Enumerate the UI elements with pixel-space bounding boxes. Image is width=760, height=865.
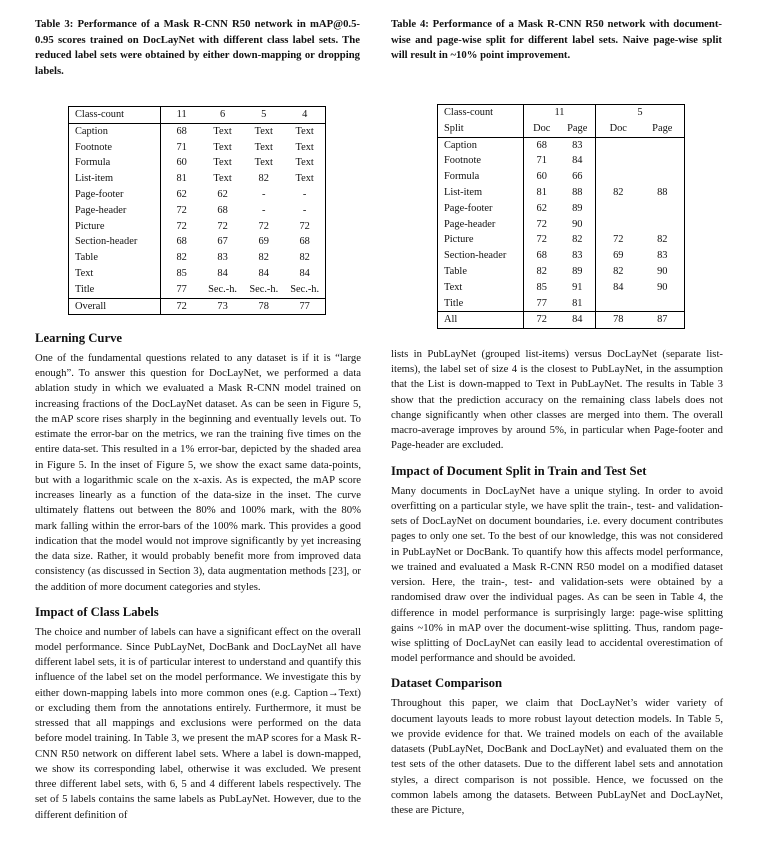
column-header: 5 xyxy=(243,107,284,124)
table-cell: 81 xyxy=(560,296,596,312)
table-cell: 82 xyxy=(299,252,310,264)
table-cell: 90 xyxy=(657,281,668,293)
table-cell: 72 xyxy=(176,204,187,216)
table-cell: 77 xyxy=(176,283,187,295)
table-cell: Picture xyxy=(69,219,161,235)
table-cell: 82 xyxy=(258,173,269,185)
table-row xyxy=(438,185,685,201)
table-cell: 62 xyxy=(176,188,187,200)
table-row xyxy=(69,203,326,219)
table-cell xyxy=(641,296,685,312)
table-cell: 82 xyxy=(613,186,624,198)
table-cell: Page-footer xyxy=(438,201,524,217)
table-cell: Formula xyxy=(69,155,161,171)
table-cell: 67 xyxy=(217,236,228,248)
table-4-footer xyxy=(438,312,685,329)
table-cell: 72 xyxy=(613,234,624,246)
table-cell xyxy=(596,296,641,312)
column-header: Class-count xyxy=(438,105,524,121)
table-cell: Overall xyxy=(69,298,161,315)
table-cell: Text xyxy=(438,280,524,296)
table-cell: 69 xyxy=(613,250,624,262)
table-row xyxy=(69,140,326,156)
table-cell: 77 xyxy=(536,297,547,309)
table-row xyxy=(69,282,326,298)
table-row xyxy=(438,232,685,248)
table4-caption: Table 4: Performance of a Mask R-CNN R50 network with document-wise and page-wise split for different label sets. Naive page-wise split will result in ~10% point improvement. xyxy=(391,18,722,62)
paragraph: The choice and number of labels can have a significant effect on the overall model performance. Since PubLayNet, DocBank and DocLayNet all have different label sets, it is of particular interest to understand and quantify this influence of the label set on the model performance. We investigate this by either down-mapping labels into more common ones (e.g. Caption→Text) or excluding them from the annotations entirely. Furthermore, it must be stressed that all mappings and exclusions were performed on the data before model training. In Table 3, we present the mAP scores for a Mask R-CNN R50 network on different label sets. Where a label is down-mapped, we show its corresponding label, otherwise it was excluded. We present three different label sets, with 6, 5 and 4 different labels respectively. The set of 5 labels contains the same labels as PubLayNet. However, due to the different definition of xyxy=(35,625,361,821)
table-cell xyxy=(596,169,641,185)
column-header: Split xyxy=(438,121,524,137)
table-row xyxy=(69,187,326,203)
table-cell: 66 xyxy=(560,169,596,185)
table-cell: 68 xyxy=(176,125,187,137)
table-cell: 72 xyxy=(536,234,547,246)
table-cell: Footnote xyxy=(69,140,161,156)
column-header: Page xyxy=(560,121,596,137)
table-cell: 62 xyxy=(536,202,547,214)
column-header: Doc xyxy=(524,121,560,137)
table-cell: 81 xyxy=(176,173,187,185)
table-row xyxy=(69,155,326,171)
table-cell: 85 xyxy=(176,267,187,279)
table-cell: Text xyxy=(295,173,314,185)
table-cell: Title xyxy=(69,282,161,298)
table-cell xyxy=(641,137,685,153)
table-cell: 72 xyxy=(217,220,228,232)
column-header: 6 xyxy=(202,107,243,124)
table-cell: 82 xyxy=(657,234,668,246)
table-cell: 78 xyxy=(596,312,641,329)
table-3 xyxy=(68,106,326,315)
column-header: 11 xyxy=(524,105,596,121)
table-cell: 60 xyxy=(536,171,547,183)
table-cell: 83 xyxy=(560,137,596,153)
table-cell: 68 xyxy=(299,236,310,248)
table-cell xyxy=(596,201,641,217)
table-cell: 68 xyxy=(536,250,547,262)
table-cell: 72 xyxy=(176,220,187,232)
table-3-header xyxy=(69,107,326,124)
table-row xyxy=(438,169,685,185)
paragraph: One of the fundamental questions related to any dataset is if it is “large enough”. To answer this question for DocLayNet, we performed a data ablation study in which we evaluated a Mask R-CNN model trained on increasing fractions of the DocLayNet dataset. As can be seen in Figure 5, the mAP score rises sharply in the beginning and eventually levels out. To estimate the error-bar on the metrics, we ran the training five times on the entire data-set. This resulted in a 1% error-bar, depicted by the shaded area in Figure 5. In the inset of Figure 5, we show the exact same data-points, but with a logarithmic scale on the x-axis. As is expected, the mAP score increases linearly as a function of the data-size in the inset. The curve ultimately flattens out between the 80% and 100% mark, with the 80% mark falling within the error-bars of the 100% mark. This provides a good indication that the model would not improve significantly by yet increasing the data size. Rather, it would probably benefit more from improved data consistency (as discussed in Section 3), data augmentation methods [23], or the addition of more document categories and styles. xyxy=(35,352,361,593)
column-header: 4 xyxy=(284,107,325,124)
table-cell: 87 xyxy=(641,312,685,329)
table-row xyxy=(69,234,326,250)
table-cell xyxy=(641,169,685,185)
table-cell: Text xyxy=(213,125,232,137)
table-row xyxy=(438,312,685,329)
table-cell: 68 xyxy=(217,204,228,216)
table-cell: Text xyxy=(295,125,314,137)
table-cell: Caption xyxy=(69,123,161,139)
table-cell: Table xyxy=(438,264,524,280)
table-3-body xyxy=(69,123,326,298)
table-cell: 68 xyxy=(176,236,187,248)
column-header: Page xyxy=(641,121,685,137)
table-cell: 71 xyxy=(176,141,187,153)
table-cell: 85 xyxy=(536,281,547,293)
table-cell: 91 xyxy=(560,280,596,296)
left-column xyxy=(35,330,361,823)
column-header: Class-count xyxy=(69,107,161,124)
table-cell: 84 xyxy=(560,153,596,169)
table-cell: Text xyxy=(254,125,273,137)
table-row xyxy=(438,121,685,137)
table-cell: 82 xyxy=(176,252,187,264)
table-cell: - xyxy=(262,204,266,216)
table-cell: List-item xyxy=(69,171,161,187)
table-cell: 89 xyxy=(560,264,596,280)
table-cell: All xyxy=(438,312,524,329)
table-cell: 84 xyxy=(613,281,624,293)
table-4 xyxy=(437,104,685,329)
column-header: 11 xyxy=(161,107,202,124)
table-row xyxy=(69,123,326,139)
section-heading-impact-of-document-split: Impact of Document Split in Train and Test Set xyxy=(391,463,647,478)
table-row xyxy=(69,266,326,282)
table-cell xyxy=(641,217,685,233)
table-cell: Section-header xyxy=(438,248,524,264)
table-cell xyxy=(641,153,685,169)
table-cell: 84 xyxy=(217,267,228,279)
table-cell: 72 xyxy=(524,312,560,329)
table-cell: 60 xyxy=(176,157,187,169)
table3-caption: Table 3: Performance of a Mask R-CNN R50 network in mAP@0.5-0.95 scores trained on DocLayNet with different class label sets. The reduced label sets were obtained by either down-mapping or dropping labels. xyxy=(35,18,360,77)
right-column xyxy=(391,347,723,818)
table-cell: 84 xyxy=(560,312,596,329)
column-header: 5 xyxy=(637,107,643,118)
table-cell: Footnote xyxy=(438,153,524,169)
table-row xyxy=(69,298,326,315)
table-row xyxy=(438,280,685,296)
table-cell: Text xyxy=(295,157,314,169)
table-cell: Sec.-h. xyxy=(208,283,238,295)
table-cell: Title xyxy=(438,296,524,312)
table-3-footer xyxy=(69,298,326,315)
table-cell: 82 xyxy=(560,232,596,248)
section-heading-dataset-comparison: Dataset Comparison xyxy=(391,676,503,691)
table-cell: 69 xyxy=(258,236,269,248)
table-cell: Picture xyxy=(438,232,524,248)
table-cell: 82 xyxy=(536,265,547,277)
table-cell: Text xyxy=(213,157,232,169)
table-cell: 62 xyxy=(217,188,228,200)
table-cell: Page-header xyxy=(438,217,524,233)
table-cell: 72 xyxy=(536,218,547,230)
table-cell: Sec.-h. xyxy=(290,283,320,295)
table-cell: 90 xyxy=(657,265,668,277)
paragraph: lists in PubLayNet (grouped list-items) versus DocLayNet (separate list-items), the label set of size 4 is the closest to PubLayNet, in the assumption that the List is down-mapped to Text in PubLayNet. The results in Table 3 show that the prediction accuracy on the remaining class labels does not change significantly when other classes are merged into them. The overall macro-average improves by around 5%, in particular when Page-footer and Page-header are excluded. xyxy=(391,348,723,452)
table-cell: 90 xyxy=(560,217,596,233)
table-cell: 83 xyxy=(217,252,228,264)
table-row xyxy=(438,248,685,264)
table-cell: 73 xyxy=(202,298,243,315)
table-cell: 82 xyxy=(613,265,624,277)
table-row xyxy=(438,201,685,217)
table-cell: - xyxy=(302,188,307,200)
table-cell: Text xyxy=(254,157,273,169)
paragraph: Throughout this paper, we claim that DocLayNet’s wider variety of document layouts leads to more robust layout detection models. In Table 5, we provide evidence for that. We trained models on each of the available datasets (PubLayNet, DocBank and DocLayNet) and evaluated them on the test sets of the other datasets. Due to the different label sets and annotation styles, a direct comparison is not possible. Hence, we focussed on the common labels among the datasets. Between PubLayNet and DocLayNet, these are Picture, xyxy=(391,697,723,817)
table-row xyxy=(438,296,685,312)
section-heading-impact-of-class-labels: Impact of Class Labels xyxy=(35,604,159,619)
table-row xyxy=(438,217,685,233)
table-cell: Text xyxy=(213,173,232,185)
table-row xyxy=(438,137,685,153)
table-cell: 83 xyxy=(560,248,596,264)
table-row xyxy=(69,107,326,124)
table-cell: 88 xyxy=(657,186,668,198)
table-cell: Formula xyxy=(438,169,524,185)
table-cell xyxy=(596,137,641,153)
table-cell: Page-header xyxy=(69,203,161,219)
table-cell: 72 xyxy=(258,220,269,232)
table-cell: Section-header xyxy=(69,234,161,250)
table-cell: 83 xyxy=(657,250,668,262)
table-cell: 68 xyxy=(536,139,547,151)
table-cell: 77 xyxy=(284,298,325,315)
table-cell: 89 xyxy=(560,201,596,217)
table-cell: Text xyxy=(213,141,232,153)
table-cell: Caption xyxy=(438,137,524,153)
table-cell: 81 xyxy=(536,186,547,198)
table-cell: 72 xyxy=(299,220,310,232)
column-header: Doc xyxy=(596,121,641,137)
table-row xyxy=(69,219,326,235)
table-cell: List-item xyxy=(438,185,524,201)
table-row xyxy=(438,105,685,121)
table-4-body xyxy=(438,137,685,312)
table-cell: Text xyxy=(295,141,314,153)
table-cell xyxy=(596,153,641,169)
table-cell: 72 xyxy=(161,298,202,315)
table-cell: 84 xyxy=(258,267,269,279)
table-row xyxy=(438,153,685,169)
table-4-header xyxy=(438,105,685,138)
table-cell: 84 xyxy=(299,267,310,279)
table-cell xyxy=(596,217,641,233)
table-cell: 88 xyxy=(560,185,596,201)
table-row xyxy=(69,171,326,187)
table-cell: 82 xyxy=(258,252,269,264)
table-cell: 78 xyxy=(243,298,284,315)
table-row xyxy=(69,250,326,266)
table-cell: Text xyxy=(254,141,273,153)
section-heading-learning-curve: Learning Curve xyxy=(35,331,123,345)
table-cell: - xyxy=(302,204,307,216)
table-cell: Sec.-h. xyxy=(249,283,279,295)
table-cell: Text xyxy=(69,266,161,282)
table-cell: Table xyxy=(69,250,161,266)
paragraph: Many documents in DocLayNet have a unique styling. In order to avoid overfitting on a particular style, we have split the train-, test- and validation-sets of DocLayNet on document boundaries, i.e. every document contributes pages to only one set. To the best of our knowledge, this was not considered in PubLayNet or DocBank. To quantify how this affects model performance, we trained and evaluated a Mask R-CNN R50 model on a modified dataset version. Here, the train-, test- and validation-sets were obtained by a randomised draw over the individual pages. As can be seen in Table 4, the difference in model performance is surprisingly large: page-wise splitting gains ~10% in mAP over the document-wise splitting. Thus, random page-wise splitting of DocLayNet can easily lead to accidental overestimation of model performance and should be avoided. xyxy=(391,484,723,665)
table-row xyxy=(438,264,685,280)
table-cell: Page-footer xyxy=(69,187,161,203)
table-cell xyxy=(641,201,685,217)
table-cell: 71 xyxy=(536,155,547,167)
table-cell: - xyxy=(262,188,266,200)
